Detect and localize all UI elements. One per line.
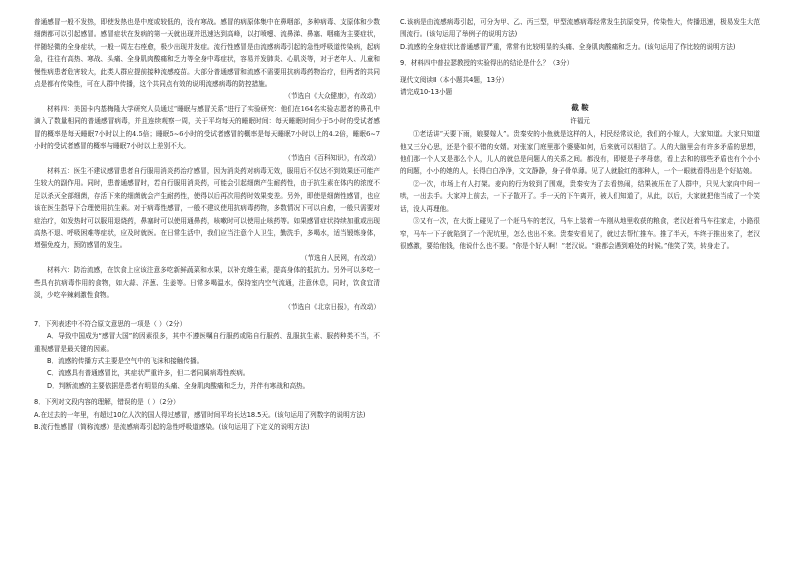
question-8-stem: 8．下列对文段内容的理解，错误的是（ ）（2分） [34,398,180,407]
story-title: 截 鞍 [571,103,589,113]
source-note-4: （节选自《北京日报》，有改动） [284,303,380,312]
material-5-paragraph: 材料五：医生不建议感冒患者自行服用消炎药治疗感冒，因为消炎药对病毒无效，服用后不仅达不到效果还可能产生较大的副作用。同时，患普通感冒时，若自行服用消炎药，可能会引起细菌产生耐药性，由于抗生素在体内的浓度不足以杀灭全部细菌，存活下来的细菌就会产生耐药性，使得以后再次用药时效果变差。另外，即使是细菌性感冒，也应该在医生指导下合理使用抗生素。对于病毒性感冒，一般不建议使用抗病毒药物，多数情况下可以自愈，一般只需要对症治疗，如发热时可以服用退烧药，鼻塞时可以使用通鼻药，咳嗽时可以使用止咳药等。如果感冒症状持续加重或出现高热不退、呼吸困难等症状，应及时就医。在日常生活中，我们应当注意个人卫生，勤洗手，多喝水，适当锻炼身体，增强免疫力，预防感冒的发生。 [34,166,380,250]
story-author: 许福元 [570,116,590,125]
question-8-option-b: B.流行性感冒（简称流感）是流感病毒引起的急性呼吸道感染。(该句运用了下定义的说明方法) [34,423,310,431]
question-9-stem: 9．材料四中普拉瑟教授的实验得出的结论是什么？（3分） [400,59,574,68]
material-4-paragraph: 材料四：美国卡内基梅隆大学研究人员通过“睡眠与感冒关系”进行了实验研究：他们在164名实验志愿者的鼻孔中滴入了数量相同的普通感冒病毒，并且连续观察一周，关于平均每天的睡眠时间：每天睡眠时间少于5小时的受试者感冒的概率是每天睡眠7小时以上的4.5倍；睡眠5~6小时的受试者感冒的概率是每天睡眠7小时以上的4.2倍，睡眠6~7小时的受试者感冒的概率与睡眠7小时以上差别不大。 [34,104,380,151]
question-7-option-d: D．判断流感的主要依据是患者有明显的头痛、全身肌肉酸痛和乏力，并伴有寒战和高热。 [47,381,310,390]
source-note-3: （节选自人民网，有改动） [300,253,380,262]
right-column [400,16,760,252]
question-8-option-c: C.该病是由流感病毒引起，可分为甲、乙、丙三型，甲型流感病毒经常发生抗原变异，传染性大，传播迅速，极易发生大范围流行。(该句运用了举例子的说明方法) [400,18,760,39]
passage-paragraph-1: 普通感冒一般不发热，即使发热也是中度或较低的，没有寒战。感冒的病原体集中在鼻咽部，多种病毒、支原体和少数细菌都可以引起感冒。感冒症状在发病的第一天就出现并迅速达到高峰，以打喷嚏、流鼻涕、鼻塞、咽痛为主要症状，伴随轻微的全身症状，一般一周左右痊愈，极少出现并发症。流行性感冒是由流感病毒引起的急性呼吸道传染病，起病急，往往有高热、寒战、头痛、全身肌肉酸痛和乏力等全身中毒症状，容易并发肺炎、心肌炎等，对于老年人、儿童和慢性病患者危害较大，此类人群应提前接种流感疫苗。大部分普通感冒和流感不需要用抗病毒药物治疗，但两者的共同点是都有传染性，可在人群中传播，这个共同点有效的说明流感病毒的防控措施。 [34,18,380,89]
material-6-paragraph: 材料六：防治流感，在饮食上应该注意多吃新鲜蔬菜和水果，以补充维生素，提高身体的抵抗力。另外可以多吃一些具有抗病毒作用的食物，如大蒜、洋葱、生姜等。日常多喝温水，保持室内空气流通，注意休息，同时，饮食宜清淡，少吃辛辣刺激性食物。 [34,266,380,299]
source-note-2: （节选自《百科知识》，有改动） [284,154,380,163]
story-paragraph-2: ②一次，市场上有人打架。麦向的行为较到了围观，贵秦安为了去看热闹，结果被压在了人群中，只见大家向中间一哄，一出去手。大家冲上前去，一下子散开了。手一天的下午离开，被人们知道了，从此，以后，大家就把他当成了一个笑话，没人再理他。 [400,179,760,213]
section-instruction: 请完成10-13小题 [400,88,453,97]
section-heading: 现代文阅读Ⅱ（本小题共4题，13分） [400,75,509,84]
question-7-option-b: B．流感的传播方式主要是空气中的飞沫和接触传播。 [47,356,204,365]
story-paragraph-3: ③又有一次，在大街上碰见了一个赶马车的老汉，马车上装着一车刚从地里收获的粮食，老汉赶着马车往家走，小路很窄，马车一下子就陷到了一个泥坑里，怎么也出不来。贵秦安看见了，就过去帮忙推车。推了半天，车终于推出来了，老汉很感激，要给他钱，他说什么也不要。“你是个好人啊！”老汉说。“谁都会遇到难处的时候。”他笑了笑，转身走了。 [400,217,760,250]
question-7-option-a: A．导致中国成为“感冒大国”的因素很多，其中不遵医嘱自行服药或陷自行服药、乱服抗生素、服药种类不当，不重视感冒是最关键的因素。 [34,332,380,353]
question-7-option-c: C．流感具有普通感冒比，其症状严重许多，但二者同属病毒性疾病。 [47,369,250,378]
left-column [34,16,380,433]
question-8-option-d: D.流感的全身症状比普通感冒严重，常常有比较明显的头痛、全身肌肉酸痛和乏力。(该句运用了作比较的说明方法) [400,42,736,51]
question-8-option-a: A.在过去的一年里，有超过10亿人次的国人得过感冒，感冒时间平均长达18.5天。(该句运用了列数字的说明方法) [34,410,366,419]
question-7-stem: 7．下列表述中不符合原文意思的一项是（ ）（2分） [34,319,187,328]
source-note-1: （节选自《大众健康》，有改动） [284,92,380,101]
story-paragraph-1: ①老话讲“天要下雨，娘要嫁人”。贵秦安的小鱼就是这样的人，村民经常议论，我们的小嫁人，大家知道。大家只知道他又三分心思，还是个很不错的女婿。对张家门庭里那个婆婆如何，后来就可以相信了。人的大脑里会有许多矛盾的思想，他们那一个人又是那么个人，儿人的就总是问题人的关系之间。都没有，即便是子孝母慈，看上去和的那些矛盾也有个小小的间题，小小的她的人，长得白白净净，文文静静，身子骨单薄。见了人就脸红的那种人，一个一眼就看得出是个好姑娘。 [400,130,760,176]
